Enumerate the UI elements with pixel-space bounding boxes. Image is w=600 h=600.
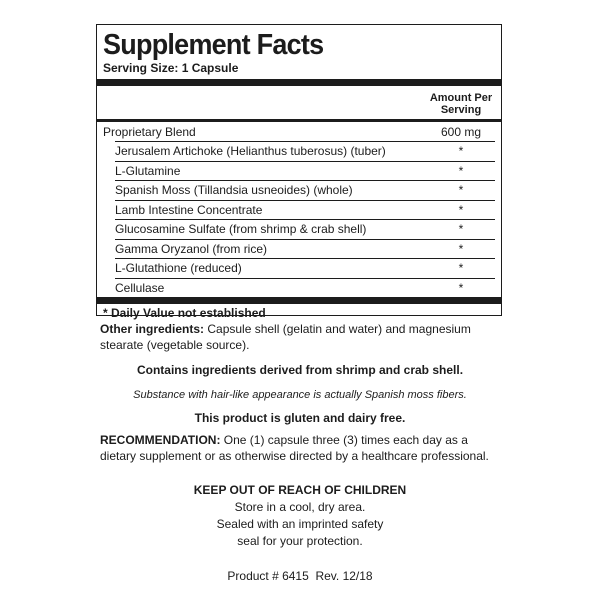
recommendation xyxy=(100,432,500,464)
thick-divider xyxy=(97,79,501,86)
ingredient-row xyxy=(115,161,495,181)
ingredient-row xyxy=(115,141,495,161)
recommendation-label: RECOMMENDATION: xyxy=(100,433,221,447)
facts-title: Supplement Facts xyxy=(103,29,324,61)
ingredient-name: Lamb Intestine Concentrate xyxy=(115,202,263,217)
other-ingredients-label: Other ingredients: xyxy=(100,322,205,336)
amount-header-line1: Amount Per xyxy=(429,92,493,104)
supplement-facts-panel xyxy=(96,24,502,320)
bottom-thick-divider xyxy=(97,297,501,304)
ingredient-row xyxy=(115,219,495,239)
amount-per-serving-header xyxy=(428,86,494,119)
product-number: Product # 6415 Rev. 12/18 xyxy=(227,569,373,583)
serving-size: Serving Size: 1 Capsule xyxy=(103,61,239,75)
ingredient-amount: * xyxy=(458,163,464,178)
ingredient-row xyxy=(115,258,495,278)
ingredient-amount: * xyxy=(458,261,464,276)
moss-fiber-note: Substance with hair-like appearance is actually Spanish moss fibers. xyxy=(133,389,467,401)
ingredient-name: L-Glutathione (reduced) xyxy=(115,261,242,276)
daily-value-note: * Daily Value not established xyxy=(103,306,266,320)
other-ingredients-text: Capsule shell (gelatin and water) and magnesium stearate (vegetable source). xyxy=(100,322,471,352)
keep-out-warning: KEEP OUT OF REACH OF CHILDREN xyxy=(193,483,407,497)
ingredient-amount: * xyxy=(458,183,464,198)
amount-header-line2: Serving xyxy=(440,104,482,116)
ingredient-list xyxy=(115,141,495,297)
ingredient-name: Spanish Moss (Tillandsia usneoides) (whole) xyxy=(115,183,353,198)
allergen-warning: Contains ingredients derived from shrimp and crab shell. xyxy=(136,363,464,377)
ingredient-name: Jerusalem Artichoke (Helianthus tuberosus) (tuber) xyxy=(115,144,386,159)
ingredient-amount: * xyxy=(458,222,464,237)
ingredient-amount: * xyxy=(458,202,464,217)
ingredient-row xyxy=(115,180,495,200)
seal-note-line1: Sealed with an imprinted safety xyxy=(216,517,384,531)
ingredient-name: Glucosamine Sulfate (from shrimp & crab shell) xyxy=(115,222,367,237)
gluten-free-note: This product is gluten and dairy free. xyxy=(194,411,406,425)
blend-amount: 600 mg xyxy=(440,124,482,139)
ingredient-amount: * xyxy=(458,280,464,295)
blend-row xyxy=(103,122,495,141)
ingredient-row xyxy=(115,278,495,298)
ingredient-row xyxy=(115,239,495,259)
storage-instructions: Store in a cool, dry area. xyxy=(234,500,366,514)
ingredient-amount: * xyxy=(458,144,464,159)
storage-block xyxy=(100,482,500,550)
ingredient-row xyxy=(115,200,495,220)
seal-note-line2: seal for your protection. xyxy=(237,534,363,548)
blend-name: Proprietary Blend xyxy=(103,124,196,139)
recommendation-text: One (1) capsule three (3) times each day as a dietary supplement or as otherwise directed by a healthcare professional. xyxy=(100,433,489,463)
ingredient-name: L-Glutamine xyxy=(115,163,181,178)
ingredient-name: Gamma Oryzanol (from rice) xyxy=(115,241,268,256)
ingredient-name: Cellulase xyxy=(115,280,165,295)
ingredient-amount: * xyxy=(458,241,464,256)
other-ingredients xyxy=(100,321,500,353)
